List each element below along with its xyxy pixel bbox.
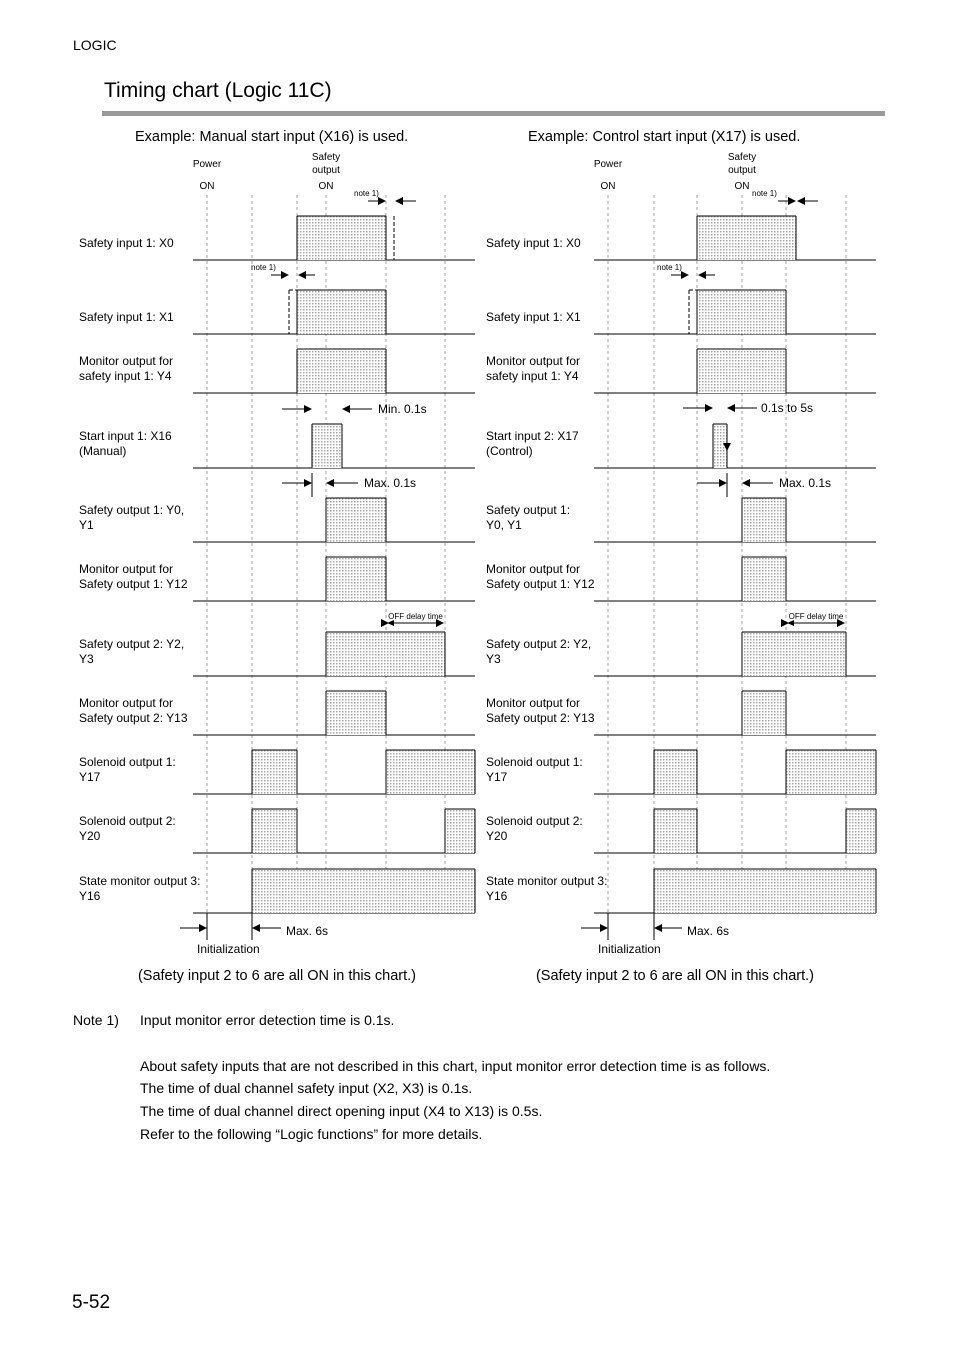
- note-line-2: About safety inputs that are not described in this chart, input monitor error detection time is as follows.: [140, 1058, 771, 1074]
- chart1-pulse-y0-y1: [326, 498, 386, 542]
- chart2-caption: (Safety input 2 to 6 are all ON in this chart.): [535, 968, 815, 984]
- page-title: Timing chart (Logic 11C): [104, 79, 332, 102]
- chart2-pulse-y20-a: [654, 809, 697, 853]
- chart1-signal-label-11: Y16: [79, 889, 101, 903]
- chart1-signal-label-8: Safety output 2: Y13: [79, 711, 188, 725]
- chart2-signal-label-9: Y17: [486, 770, 508, 784]
- chart2-signal-label-10: Solenoid output 2:: [486, 814, 583, 828]
- chart1-signal-label-10: Solenoid output 2:: [79, 814, 176, 828]
- chart1-safety-output-label-1: Safety: [311, 152, 341, 163]
- chart2-safety-output-on: ON: [734, 181, 750, 192]
- chart1-pulse-x0: [297, 216, 386, 260]
- chart2-power-on: ON: [600, 181, 616, 192]
- chart2-signal-label-6: Monitor output for: [486, 562, 581, 576]
- chart2-pulse-y4: [697, 349, 786, 393]
- chart1-signal-label-6: Safety output 1: Y12: [79, 577, 188, 591]
- chart2-signal-label-11: State monitor output 3:: [486, 874, 608, 888]
- chart2-signal-label-4: (Control): [486, 444, 533, 458]
- chart2-signal-label-1: Safety input 1: X0: [486, 236, 581, 250]
- chart2-signal-label-10: Y20: [486, 829, 508, 843]
- chart1-safety-output-label-2: output: [312, 165, 340, 176]
- chart1-power-label: Power: [192, 159, 222, 170]
- chart2-output-timing-label: Max. 0.1s: [779, 476, 832, 490]
- chart2-pulse-y17-b: [786, 750, 876, 794]
- chart2-note-x1: note 1): [657, 263, 682, 272]
- chart2-signal-label-9: Solenoid output 1:: [486, 755, 583, 769]
- chart1-note-x0: note 1): [354, 189, 379, 198]
- note-line-3: The time of dual channel safety input (X2, X3) is 0.1s.: [140, 1080, 473, 1096]
- chart1-pulse-y20-b: [445, 809, 475, 853]
- chart2-pulse-y13: [742, 691, 786, 735]
- chart2-pulse-x0: [697, 216, 796, 260]
- chart2-signal-label-2: Safety input 1: X1: [486, 310, 581, 324]
- chart1-example-title: Example: Manual start input (X16) is used.: [135, 129, 409, 145]
- chart1-init-label: Initialization: [197, 942, 260, 956]
- chart1-signal-label-4: Start input 1: X16: [79, 429, 172, 443]
- chart2-pulse-y2-y3: [742, 632, 846, 676]
- chart1-start-timing-label: Min. 0.1s: [378, 402, 427, 416]
- chart2-signal-label-5: Y0, Y1: [486, 518, 522, 532]
- chart2-pulse-y0-y1: [742, 498, 786, 542]
- chart1-output-timing-label: Max. 0.1s: [364, 476, 417, 490]
- chart2-pulse-y12: [742, 557, 786, 601]
- chart2-power-label: Power: [593, 159, 623, 170]
- chart2-signal-label-7: Safety output 2: Y2,: [486, 637, 592, 651]
- chart2-signal-label-8: Monitor output for: [486, 696, 581, 710]
- chart1-signal-label-3: Monitor output for: [79, 354, 174, 368]
- chart1-signal-label-7: Y3: [79, 652, 94, 666]
- chart1-pulse-y16: [252, 869, 475, 913]
- chart2-signal-label-8: Safety output 2: Y13: [486, 711, 595, 725]
- note-line-4: The time of dual channel direct opening input (X4 to X13) is 0.5s.: [140, 1103, 543, 1119]
- chart1-pulse-y20-a: [252, 809, 297, 853]
- chart1-signal-label-4: (Manual): [79, 444, 127, 458]
- chart1-signal-label-5: Y1: [79, 518, 94, 532]
- chart2-init-label: Initialization: [598, 942, 661, 956]
- chart2-pulse-start: [713, 424, 727, 468]
- chart2-note-x0: note 1): [752, 189, 777, 198]
- chart1-caption: (Safety input 2 to 6 are all ON in this chart.): [137, 968, 417, 984]
- chart1-signal-label-10: Y20: [79, 829, 101, 843]
- chart1-note-x1: note 1): [251, 263, 276, 272]
- chart1-signal-label-3: safety input 1: Y4: [79, 369, 172, 383]
- chart2-signal-label-3: safety input 1: Y4: [486, 369, 579, 383]
- chart1-signal-label-7: Safety output 2: Y2,: [79, 637, 185, 651]
- chart2-safety-output-label-1: Safety: [727, 152, 757, 163]
- note-label: Note 1): [73, 1012, 119, 1028]
- chart1-pulse-y4: [297, 349, 386, 393]
- chart1-safety-output-on: ON: [318, 181, 334, 192]
- chart1-signal-label-9: Y17: [79, 770, 101, 784]
- chart1-signal-label-11: State monitor output 3:: [79, 874, 201, 888]
- chart2-signal-label-6: Safety output 1: Y12: [486, 577, 595, 591]
- chart1-signal-label-8: Monitor output for: [79, 696, 174, 710]
- chart1-pulse-y17-b: [386, 750, 475, 794]
- chart1-pulse-x1: [297, 290, 386, 334]
- chart1-init-timing-label: Max. 6s: [286, 924, 329, 938]
- chart1-signal-label-6: Monitor output for: [79, 562, 174, 576]
- chart1-signal-label-2: Safety input 1: X1: [79, 310, 174, 324]
- chart1-off-delay-label: OFF delay time: [388, 612, 443, 621]
- chart2-signal-label-7: Y3: [486, 652, 501, 666]
- chart2-pulse-y17-a: [654, 750, 697, 794]
- chart2-signal-label-5: Safety output 1:: [486, 503, 571, 517]
- chart2-off-delay-label: OFF delay time: [788, 612, 844, 621]
- chart1-signal-label-1: Safety input 1: X0: [79, 236, 174, 250]
- chart2-start-timing-label: 0.1s to 5s: [761, 401, 814, 415]
- chart1-pulse-y12: [326, 557, 386, 601]
- chart2-safety-output-label-2: output: [728, 165, 756, 176]
- chart2-example-title: Example: Control start input (X17) is used.: [528, 129, 801, 145]
- chart2-pulse-x1: [697, 290, 786, 334]
- chart1-pulse-start: [312, 424, 342, 468]
- chart2-signal-label-3: Monitor output for: [486, 354, 581, 368]
- chart1-pulse-y17-a: [252, 750, 297, 794]
- chart2-signal-label-11: Y16: [486, 889, 508, 903]
- page-number: 5-52: [72, 1292, 111, 1313]
- chart2-signal-label-4: Start input 2: X17: [486, 429, 579, 443]
- chart2-init-timing-label: Max. 6s: [687, 924, 730, 938]
- chart2-pulse-y20-b: [846, 809, 876, 853]
- chart1-pulse-y13: [326, 691, 386, 735]
- chart1-signal-label-5: Safety output 1: Y0,: [79, 503, 185, 517]
- note-line-1: Input monitor error detection time is 0.1s.: [140, 1012, 395, 1028]
- chart1-power-on: ON: [199, 181, 215, 192]
- note-line-5: Refer to the following “Logic functions” for more details.: [140, 1126, 483, 1142]
- chart1-signal-label-9: Solenoid output 1:: [79, 755, 176, 769]
- section-header: LOGIC: [73, 37, 117, 53]
- chart2-pulse-y16: [654, 869, 876, 913]
- chart1-pulse-y2-y3: [326, 632, 445, 676]
